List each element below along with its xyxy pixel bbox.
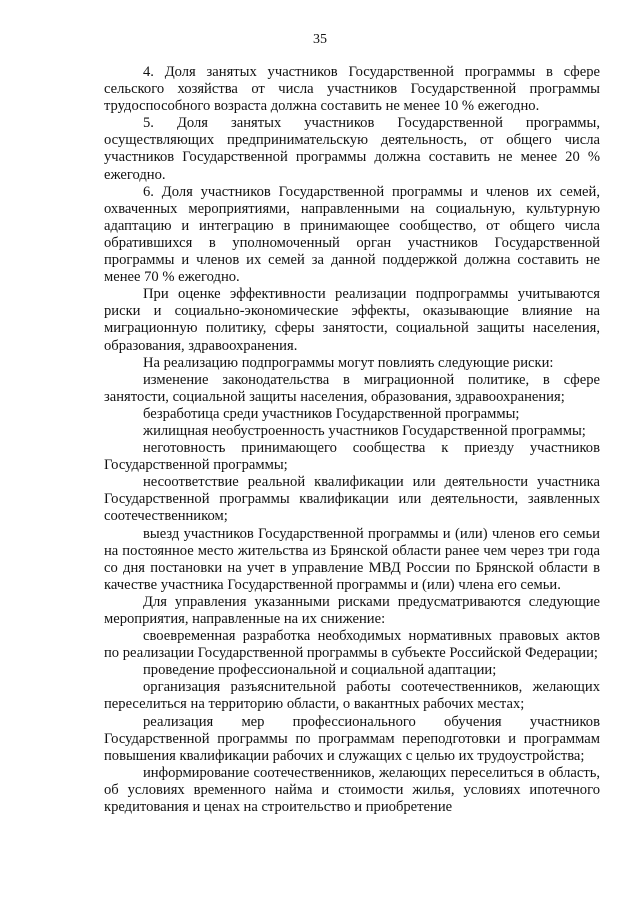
paragraph-share-adaptation: 6. Доля участников Государственной программы и членов их семей, охваченных мероприятиями, направленными на социальную, культурную адаптацию и интеграцию в принимающее сообщество, от общего числа обратившихся в уполномоченный орган участников Государственной программы и членов их семей за данной поддержкой должна составить не менее 70 % ежегодно. bbox=[104, 183, 600, 286]
page-number: 35 bbox=[313, 32, 327, 47]
measure-item-regulations: своевременная разработка необходимых нормативных правовых актов по реализации Государственной программы в субъекте Российской Федерации; bbox=[104, 628, 600, 662]
paragraph-mitigation-intro: Для управления указанными рисками предусматриваются следующие мероприятия, направленные на их снижение: bbox=[104, 593, 600, 627]
risk-item-housing: жилищная необустроенность участников Государственной программы; bbox=[143, 422, 586, 439]
measure-item-vacancies-info: организация разъяснительной работы соотечественников, желающих переселиться на территорию области, о вакантных рабочих местах; bbox=[104, 679, 600, 713]
paragraph-risks-intro: На реализацию подпрограммы могут повлиять следующие риски: bbox=[143, 354, 554, 371]
risk-item-early-departure: выезд участников Государственной программы и (или) членов его семьи на постоянное место жительства из Брянской области ранее чем через три года со дня постановки на учет в управление МВД России по Брянской области в качестве участника Государственной программы и (или) члена его семьи. bbox=[104, 525, 600, 593]
measure-item-vocational-training: реализация мер профессионального обучения участников Государственной программы по программам переподготовки и программам повышения квалификации рабочих и служащих с целью их трудоустройства; bbox=[104, 713, 600, 764]
paragraph-risk-assessment: При оценке эффективности реализации подпрограммы учитываются риски и социально-экономические эффекты, оказывающие влияние на миграционную политику, сферы занятости, социальной защиты населения, образования, здравоохранения. bbox=[104, 286, 600, 354]
risk-item-qualification-mismatch: несоответствие реальной квалификации или деятельности участника Государственной программы квалификации или деятельности, заявленных соотечественником; bbox=[104, 474, 600, 525]
risk-item-community-unreadiness: неготовность принимающего сообщества к приезду участников Государственной программы; bbox=[104, 440, 600, 474]
paragraph-share-employed-agriculture: 4. Доля занятых участников Государственной программы в сфере сельского хозяйства от числа участников Государственной программы трудоспособного возраста должна составить не менее 10 % ежегодно. bbox=[104, 64, 600, 115]
paragraph-share-entrepreneurs: 5. Доля занятых участников Государственной программы, осуществляющих предпринимательскую деятельность, от общего числа участников Государственной программы должна составить не менее 20 % ежегодно. bbox=[104, 115, 600, 183]
risk-item-unemployment: безработица среди участников Государственной программы; bbox=[143, 405, 520, 422]
measure-item-housing-info: информирование соотечественников, желающих переселиться в область, об условиях временного найма и стоимости жилья, условиях ипотечного кредитования и ценах на строительство и приобретение bbox=[104, 764, 600, 816]
measure-item-adaptation: проведение профессиональной и социальной адаптации; bbox=[143, 662, 497, 679]
risk-item-legislation: изменение законодательства в миграционной политике, в сфере занятости, социальной защиты населения, образования, здравоохранения; bbox=[104, 371, 600, 405]
document-body bbox=[104, 64, 600, 816]
